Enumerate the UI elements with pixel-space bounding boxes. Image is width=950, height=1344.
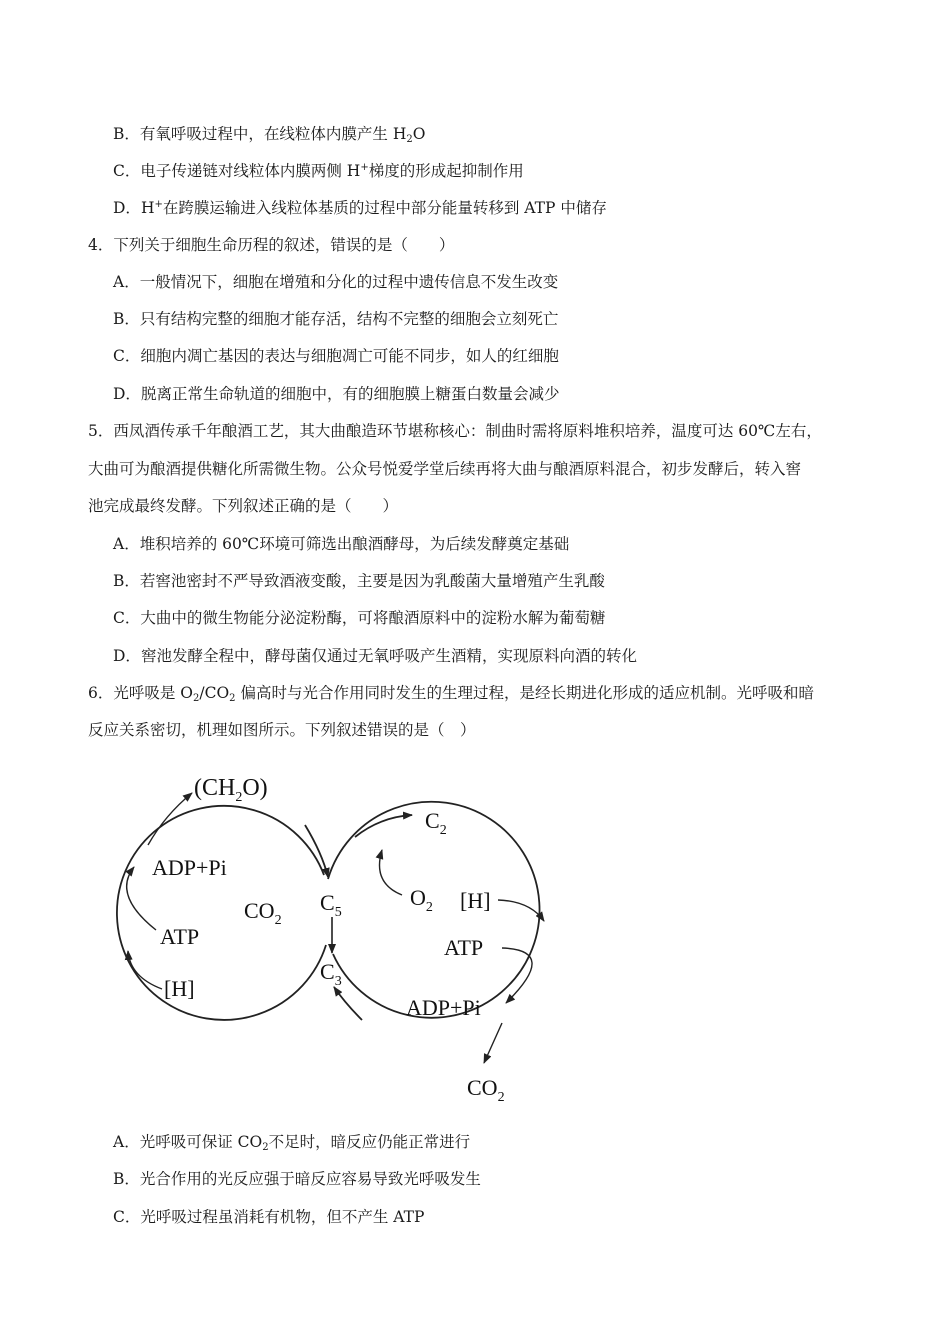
q4-option-b: B．只有结构完整的细胞才能存活，结构不完整的细胞会立刻死亡 bbox=[113, 310, 559, 328]
label-adp-pi-left: ADP+Pi bbox=[152, 855, 227, 880]
q3-option-d: D．H+在跨膜运输进入线粒体基质的过程中部分能量转移到 ATP 中储存 bbox=[113, 199, 607, 217]
q6-option-a: A．光呼吸可保证 $CO_2$不足时，暗反应仍能正常进行 bbox=[113, 1133, 471, 1153]
q5-option-b: B．若窖池密封不严导致酒液变酸，主要是因为乳酸菌大量增殖产生乳酸 bbox=[113, 572, 605, 590]
photorespiration-diagram bbox=[100, 765, 560, 1115]
q4-option-a: A．一般情况下，细胞在增殖和分化的过程中遗传信息不发生改变 bbox=[113, 273, 559, 291]
label-o2: $O_2$ bbox=[410, 885, 433, 915]
arrow-h-right bbox=[498, 900, 544, 921]
q5-option-a: A．堆积培养的 60℃环境可筛选出酿酒酵母，为后续发酵奠定基础 bbox=[113, 535, 570, 553]
q6-stem-line2: 反应关系密切，机理如图所示。下列叙述错误的是（ ） bbox=[88, 721, 476, 739]
q5-stem-line2: 大曲可为酿酒提供糖化所需微生物。公众号悦爱学堂后续再将大曲与酿酒原料混合，初步发酵后，转入窖 bbox=[88, 460, 802, 478]
q5-option-d: D．窖池发酵全程中，酵母菌仅通过无氧呼吸产生酒精，实现原料向酒的转化 bbox=[113, 647, 637, 665]
left-cycle-arc bbox=[117, 806, 326, 1020]
label-co2-bottom: $CO_2$ bbox=[467, 1075, 505, 1105]
q6-option-c: C．光呼吸过程虽消耗有机物，但不产生 ATP bbox=[113, 1208, 425, 1226]
label-atp-left: ATP bbox=[160, 924, 200, 949]
label-co2-mid: $CO_2$ bbox=[244, 898, 282, 928]
q6-option-b: B．光合作用的光反应强于暗反应容易导致光呼吸发生 bbox=[113, 1170, 481, 1188]
label-ch2o: $(CH_2O)$ bbox=[194, 775, 268, 805]
q5-stem-line1: 5．西凤酒传承千年酿酒工艺，其大曲酿造环节堪称核心：制曲时需将原料堆积培养，温度可达 60℃左右， bbox=[88, 422, 822, 440]
q4-stem: 4．下列关于细胞生命历程的叙述，错误的是（ ） bbox=[88, 236, 455, 254]
left-cycle-arrow-to-c5 bbox=[305, 825, 328, 877]
arrow-to-co2-bottom bbox=[484, 1023, 502, 1063]
label-c2: $C_2$ bbox=[425, 808, 447, 838]
label-h-left: [H] bbox=[164, 976, 195, 1001]
arrow-o2-into-cycle bbox=[380, 850, 403, 895]
arrow-to-ch2o bbox=[148, 793, 192, 845]
q5-option-c: C．大曲中的微生物能分泌淀粉酶，可将酿酒原料中的淀粉水解为葡萄糖 bbox=[113, 609, 606, 627]
label-adp-pi-right: ADP+Pi bbox=[406, 995, 481, 1020]
label-h-right: [H] bbox=[460, 888, 491, 913]
q4-option-d: D．脱离正常生命轨道的细胞中，有的细胞膜上糖蛋白数量会减少 bbox=[113, 385, 560, 403]
q3-option-c: C．电子传递链对线粒体内膜两侧 H+梯度的形成起抑制作用 bbox=[113, 162, 524, 180]
label-c3: $C_3$ bbox=[320, 959, 342, 989]
q6-stem-line1: 6．光呼吸是 $O_2/CO_2$ 偏高时与光合作用同时发生的生理过程，是经长期进化形成的适应机制。光呼吸和暗 bbox=[88, 684, 814, 704]
label-atp-right: ATP bbox=[444, 935, 484, 960]
right-cycle-arrow-to-c3 bbox=[334, 987, 362, 1020]
label-c5: $C_5$ bbox=[320, 890, 342, 920]
q3-option-b: B．有氧呼吸过程中，在线粒体内膜产生 $H_2O$ bbox=[113, 125, 426, 145]
q4-option-c: C．细胞内凋亡基因的表达与细胞凋亡可能不同步，如人的红细胞 bbox=[113, 347, 559, 365]
q5-stem-line3: 池完成最终发酵。下列叙述正确的是（ ） bbox=[88, 497, 399, 515]
